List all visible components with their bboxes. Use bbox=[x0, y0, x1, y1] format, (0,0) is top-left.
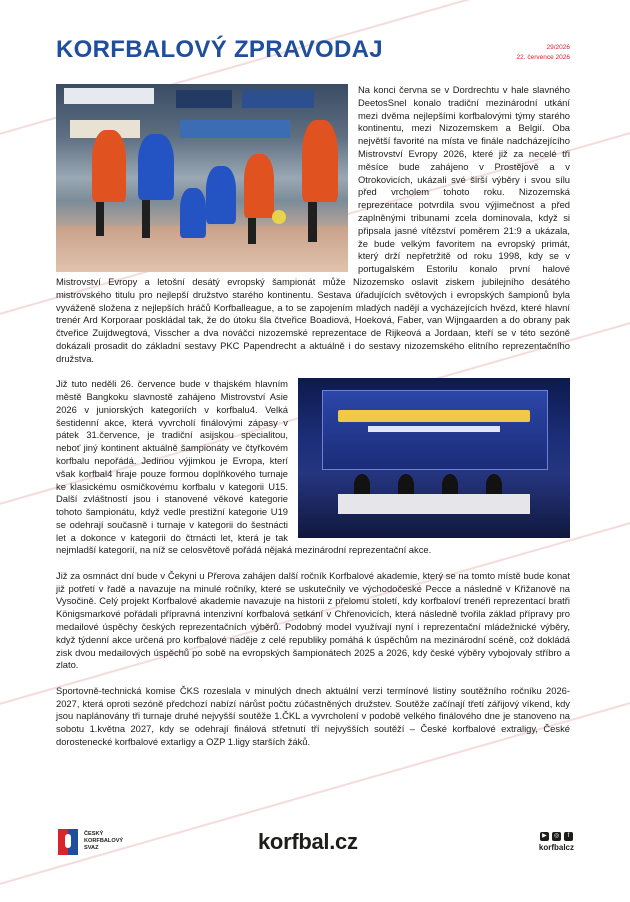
korfball-ball bbox=[272, 210, 286, 224]
official-figure bbox=[354, 474, 370, 496]
issue-number: 29/2026 bbox=[546, 44, 570, 51]
cks-logo[interactable] bbox=[58, 829, 128, 855]
newsletter-body bbox=[56, 84, 570, 761]
player-legs bbox=[96, 202, 104, 236]
press-conference-photo bbox=[298, 378, 570, 538]
newsletter-title: KORFBALOVÝ ZPRAVODAJ bbox=[56, 36, 383, 63]
hall-banner bbox=[176, 90, 232, 108]
hall-banner bbox=[242, 90, 314, 108]
player-figure bbox=[180, 188, 206, 238]
korfball-match-photo bbox=[56, 84, 348, 272]
player-figure bbox=[138, 134, 174, 200]
hall-banner bbox=[180, 120, 290, 138]
official-figure bbox=[442, 474, 458, 496]
instagram-icon[interactable]: ◎ bbox=[553, 833, 560, 839]
official-figure bbox=[398, 474, 414, 496]
issue-info bbox=[517, 43, 570, 63]
cks-logo-mark bbox=[58, 829, 78, 855]
hall-banner bbox=[64, 88, 154, 104]
player-legs bbox=[248, 218, 256, 244]
issue-date: 22. července 2026 bbox=[516, 54, 570, 61]
social-links bbox=[539, 832, 574, 852]
screen-title-graphic bbox=[338, 410, 530, 422]
article-korfball-academy: Již za osmnáct dní bude v Čekyni u Přerova zahájen další ročník Korfbalové akademie, který se na tomto místě bude konat již potřetí v řadě a navazuje na minulé ročníky, které se uskutečnily ve východočeské Pecce a následně v Křižanově na Vysočině. Celý projekt Korfbalové akademie navazuje na historii z přelomu století, kdy korfbaloví trenéři reprezentací bratři Königsmarkové pořádali přípravná intenzivní korfbalová setkání v Chřenovicích, která následně tvořila základ přípravy pro medailové úspěchy českých reprezentačních výběrů. Podobný model využívají nyní i reprezentační mládežnické výběry, když týdenní akce určená pro korfbalové naděje z celé republiky pomáhá k úspěchům na mezinárodní scéně, což dokládá zisk dvou medailových úspěchů po sobě na evropských šampionátech 2025 a 2026, kdy české výběry vybojovaly stříbro a zlato. bbox=[56, 569, 570, 671]
article-text: Již tuto neděli 26. července bude v thajském hlavním městě Bangkoku slavnostě zahájeno Mistrovství Asie 2026 v juniorských kategoriích v korfbalu4. Velká šestidenní akce, která vyvrcholí finálovými zápasy v pátek 31.července, je tradiční asijskou specialitou, neboť jiný kontinent aktuálně šampionáty ve čtyřkovém korfbalu nepořádá. Jedinou výjimkou je Evropa, kterí však korfbal4 hraje pouze formou doplňkového turnaje ke klasickému osmičkovému korfbalu v kategorii U15. Další zvláštností jsou i stanovené věkové kategorie tohoto šampionátu, když vedle prestižní kategorie U19 se odehrají současně i turnaje v kategorii do šestnácti let a dokonce v kategorii do čtrnácti let, která je tak nejmladší kategorií, na níž se celosvětově pořádá nějaká mezinárodní reprezentační akce. bbox=[56, 378, 432, 556]
website-link[interactable]: korfbal.cz bbox=[258, 829, 358, 854]
cks-logo-text: ČESKÝ KORFBALOVÝ SVAZ bbox=[84, 831, 124, 851]
player-legs bbox=[308, 202, 317, 242]
player-figure bbox=[206, 166, 236, 224]
screen-subtitle-graphic bbox=[368, 426, 500, 432]
article-netherlands-belgium bbox=[56, 84, 570, 366]
player-legs bbox=[142, 200, 150, 238]
youtube-icon[interactable]: ▶ bbox=[540, 832, 549, 841]
press-table bbox=[338, 494, 530, 514]
player-figure bbox=[302, 120, 338, 202]
article-text: Na konci června se v Dordrechtu v hale slavného DeetosSnel konalo tradiční mezinárodní utkání mezi dvěma nejlepšími korfbalovými týmy starého kontinentu, mezi Nizozemskem a Belgií. Oba největší favorité na místa ve finále nadcházejícího Mistrovství Evropy 2026, které již za necelé tři měsíce bude zahájeno v Prostějově a v Otrokovicích, ukázali své širší výběry i svou sílu před vrcholem tohoto roku. Nizozemská reprezentace potvrdila svou výjimečnost a před zaplněnými tribunami zcela dominovala, když si připsala jasné vítězství poměrem 21:9 a ukázala, že bude velkým favoritem na evropský primát, který drží nepřetržitě od roku 1998, kdy se v portugalském Estorilu konalo první halové Mistrovství Evropy a letošní desátý evropský šampionát může Nizozemsko oslavit ziskem jubilejního desátého mistrovského titulu pro nejlepší družstvo starého kontinentu. Sestava úřadujících světových i evropských šampionů byla vyváženě složena z nejlepších hráčů Korfballeague, a to se zapojením mladých nadějí a vycházejících hvězd, které hlavní trenér Ard Korporaar poskládal tak, že do útoku šla čtveřice Boadiová, Hoeková, Faber, van Wijngaarden a do obrany pak čtveřice Zuijdwegtová, Visscher a dva nováčci nizozemské reprezentace de Rijkeová a Jordaan, kteří se v této sezóně dokázali prosadit do základní sestavy PKC Papendrecht a aktuálně i do sestavy nizozemského elitního reprezentačního družstva. bbox=[56, 84, 570, 364]
official-figure bbox=[486, 474, 502, 496]
article-season-schedule: Sportovně-technická komise ČKS rozeslala v minulých dnech aktuální verzi termínové listiny soutěžního ročníku 2026-2027, která oproti sezóně předchozí nabízí nárůst počtu zúčastněných družstev. Soutěže začínají třetí zářijový víkend, kdy jsou naplánovány tři turnaje druhé nejvyšší soutěže 1.ČKL a vyvrcholení v podobě velkého finálového dne je stanoveno na sobotu 1.května 2027, kdy se odehrají finálová střetnutí tří nejvyšších soutěží – České korfbalové extraligy, České dorostenecké korfbalové extarligy a OZP 1.ligy starších žáků. bbox=[56, 684, 570, 748]
facebook-icon[interactable]: f bbox=[564, 832, 573, 841]
player-figure bbox=[92, 130, 126, 202]
player-figure bbox=[244, 154, 274, 218]
social-handle[interactable]: korfbalcz bbox=[538, 843, 574, 852]
article-asia-championship bbox=[56, 378, 570, 557]
